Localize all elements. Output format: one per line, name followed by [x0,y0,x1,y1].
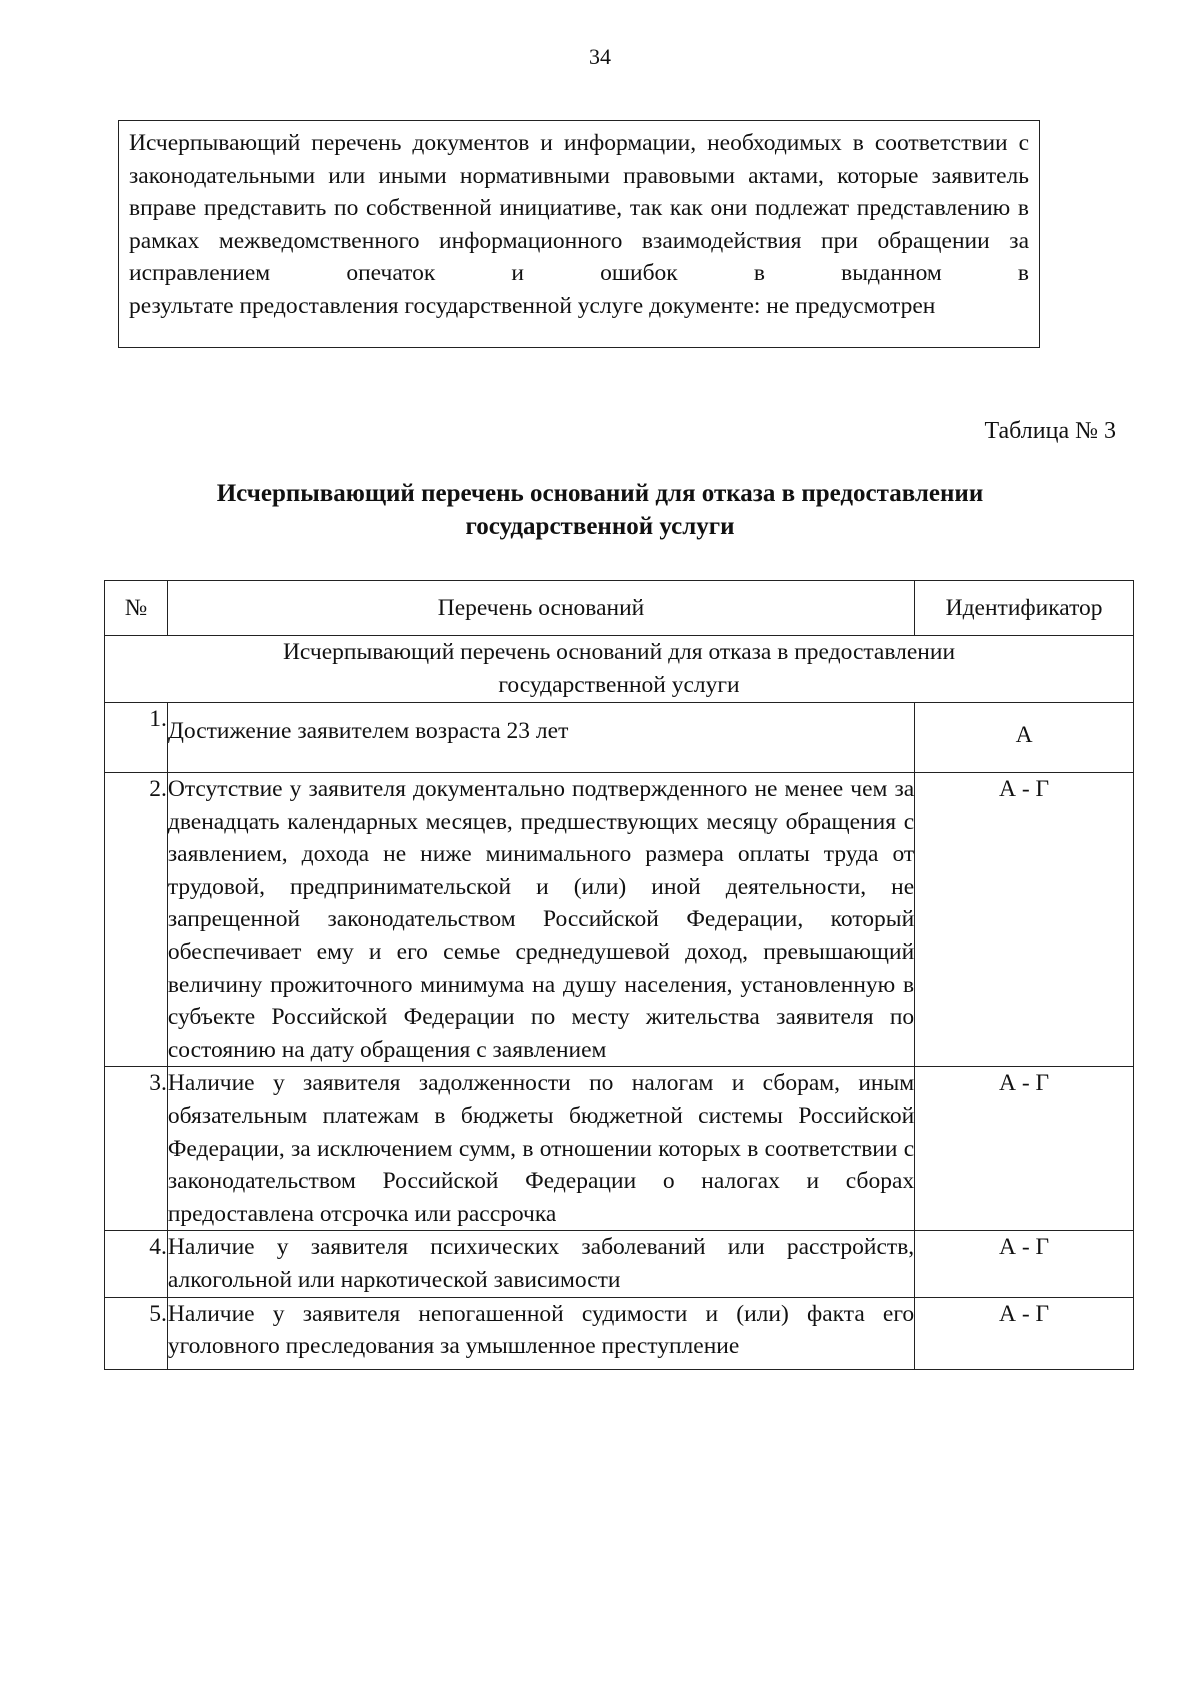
row-number: 1. [105,703,168,773]
row-identifier: А - Г [915,1067,1134,1231]
table-label: Таблица № 3 [984,418,1116,444]
section-heading-line-2: государственной услуги [498,672,740,698]
row-identifier: А - Г [915,773,1134,1067]
row-number: 2. [105,773,168,1067]
table-row [105,773,1134,1067]
table-title-line-2: государственной услуги [465,513,735,540]
table-row [105,1067,1134,1231]
section-heading-line-1: Исчерпывающий перечень оснований для отказа в предоставлении [282,639,956,665]
table-row [105,1297,1134,1369]
row-text: Наличие у заявителя психических заболеваний или расстройств, алкогольной или наркотической зависимости [167,1231,914,1297]
section-row [105,636,1134,703]
grounds-table [104,580,1134,1370]
row-number: 5. [105,1297,168,1369]
row-number: 4. [105,1231,168,1297]
row-text: Наличие у заявителя непогашенной судимости и (или) факта его уголовного преследования за умышленное преступление [167,1297,914,1369]
table-title-line-1: Исчерпывающий перечень оснований для отказа в предоставлении [216,480,984,507]
row-text: Отсутствие у заявителя документально подтвержденного не менее чем за двенадцать календарных месяцев, предшествующих месяцу обращения с заявлением, дохода не ниже минимального размера оплаты труда от трудовой, предпринимательской и (или) иной деятельности, не запрещенной законодательством Российской Федерации, который обеспечивает ему и его семье среднедушевой доход, превышающий величину прожиточного минимума на душу населения, установленную в субъекте Российской Федерации по месту жительства заявителя по состоянию на дату обращения с заявлением [167,773,914,1067]
table-row [105,1231,1134,1297]
row-identifier: А [915,703,1134,773]
row-number: 3. [105,1067,168,1231]
section-heading [105,636,1134,703]
page-number: 34 [589,44,611,69]
row-identifier: А - Г [915,1297,1134,1369]
row-text: Достижение заявителем возраста 23 лет [167,703,914,773]
header-identifier: Идентификатор [915,581,1134,636]
header-number: № [105,581,168,636]
row-text: Наличие у заявителя задолженности по налогам и сборам, иным обязательным платежам в бюджеты бюджетной системы Российской Федерации, за исключением сумм, в отношении которых в соответствии с законодательством Российской Федерации о налогах и сборах предоставлена отсрочка или рассрочка [167,1067,914,1231]
header-grounds: Перечень оснований [167,581,914,636]
table-row [105,703,1134,773]
info-box-last-line: результате предоставления государственной услуге документе: не предусмотрен [129,292,936,319]
row-identifier: А - Г [915,1231,1134,1297]
info-box [118,120,1040,348]
table-title [0,477,1200,543]
info-box-text: Исчерпывающий перечень документов и информации, необходимых в соответствии с законодательными или иными нормативными правовыми актами, которые заявитель вправе представить по собственной инициативе, так как они подлежат представлению в рамках межведомственного информационного взаимодействия при обращении за исправлением опечаток и ошибок в выданном в [129,130,1029,287]
header-row [105,581,1134,636]
